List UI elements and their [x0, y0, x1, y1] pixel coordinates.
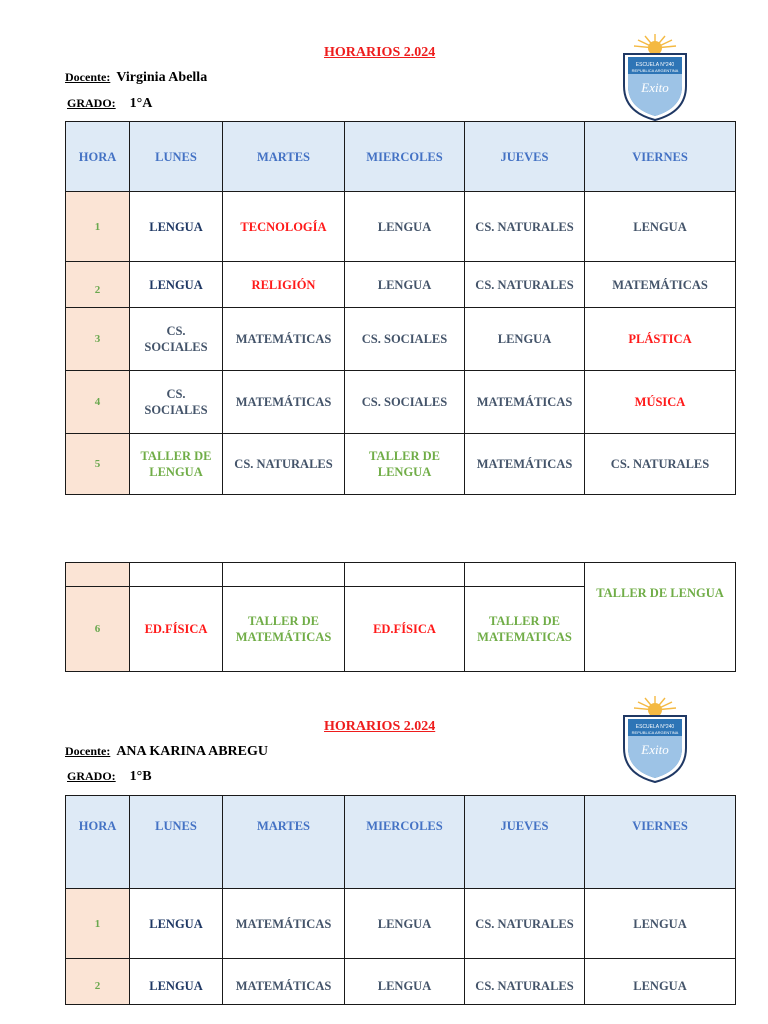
table-cell: LENGUA: [345, 262, 465, 308]
col-header-jueves: JUEVES: [465, 796, 585, 889]
crest-line1: ESCUELA N°240: [635, 62, 675, 68]
table-row: [66, 192, 736, 262]
col-header-lunes: LUNES: [130, 796, 223, 889]
table-cell: CS. NATURALES: [465, 192, 585, 262]
table-cell: CS. SOCIALES: [130, 371, 223, 434]
table-row: [66, 889, 736, 959]
table-cell: MATEMÁTICAS: [223, 371, 345, 434]
table-cell: LENGUA: [465, 308, 585, 371]
table-cell: [223, 563, 345, 587]
table-cell: LENGUA: [130, 959, 223, 1005]
grado-label: GRADO:: [67, 96, 116, 110]
grado-row-a: [67, 96, 152, 112]
crest-line2: REPUBLICA ARGENTINA: [631, 730, 679, 735]
grado-row-b: [67, 769, 152, 785]
table-row: [66, 262, 736, 308]
table-cell: [345, 563, 465, 587]
table-cell: LENGUA: [345, 192, 465, 262]
table-cell: LENGUA: [345, 959, 465, 1005]
docente-label: Docente:: [65, 70, 111, 84]
col-header-viernes: VIERNES: [585, 796, 736, 889]
table-cell: MATEMÁTICAS: [465, 434, 585, 495]
table-cell: CS. SOCIALES: [130, 308, 223, 371]
table-cell: CS. NATURALES: [465, 889, 585, 959]
hour-cell: 3: [66, 308, 130, 371]
table-cell: LENGUA: [585, 192, 736, 262]
hour-cell: 4: [66, 371, 130, 434]
col-header-martes: MARTES: [223, 796, 345, 889]
table-cell: LENGUA: [130, 262, 223, 308]
header-row: [66, 796, 736, 889]
table-cell: CS. NATURALES: [465, 959, 585, 1005]
col-header-miercoles: MIERCOLES: [345, 122, 465, 192]
table-row: [66, 563, 736, 587]
table-cell: ED.FÍSICA: [345, 587, 465, 672]
table-cell: LENGUA: [585, 889, 736, 959]
page-title-b: HORARIOS 2.024: [324, 719, 436, 734]
hour-cell: 6: [66, 587, 130, 672]
table-cell: CS. SOCIALES: [345, 371, 465, 434]
col-header-miercoles: MIERCOLES: [345, 796, 465, 889]
docente-row-a: [65, 70, 207, 86]
grado-label: GRADO:: [67, 769, 116, 783]
header-row: [66, 122, 736, 192]
table-cell: [465, 563, 585, 587]
table-cell: MÚSICA: [585, 371, 736, 434]
table-cell: CS. NATURALES: [223, 434, 345, 495]
table-cell: TALLER DE MATEMATICAS: [465, 587, 585, 672]
table-cell: LENGUA: [130, 889, 223, 959]
table-cell: PLÁSTICA: [585, 308, 736, 371]
col-header-hora: HORA: [66, 796, 130, 889]
table-cell: TALLER DE LENGUA: [130, 434, 223, 495]
col-header-lunes: LUNES: [130, 122, 223, 192]
table-cell: TECNOLOGÍA: [223, 192, 345, 262]
table-cell: CS. NATURALES: [585, 434, 736, 495]
table-row: [66, 434, 736, 495]
school-crest-icon: [618, 696, 692, 784]
table-row: [66, 308, 736, 371]
table-cell: TALLER DE LENGUA: [585, 563, 736, 672]
hour-cell: 2: [66, 262, 130, 308]
crest-line2: REPUBLICA ARGENTINA: [631, 68, 679, 73]
crest-script: Exito: [641, 80, 669, 95]
table-cell: TALLER DE LENGUA: [345, 434, 465, 495]
hour-cell: 5: [66, 434, 130, 495]
hour-cell: 2: [66, 959, 130, 1005]
crest-line1: ESCUELA N°240: [635, 724, 675, 730]
school-crest-icon: [618, 34, 692, 122]
table-cell: ED.FÍSICA: [130, 587, 223, 672]
table-cell: LENGUA: [345, 889, 465, 959]
docente-label: Docente:: [65, 744, 111, 758]
table-row: [66, 959, 736, 1005]
schedule-table-b: [65, 795, 736, 1005]
col-header-hora: HORA: [66, 122, 130, 192]
table-cell: MATEMÁTICAS: [465, 371, 585, 434]
table-cell: CS. NATURALES: [465, 262, 585, 308]
table-cell: MATEMÁTICAS: [223, 308, 345, 371]
table-row: [66, 371, 736, 434]
hour-cell: 1: [66, 192, 130, 262]
hour-cell: 1: [66, 889, 130, 959]
table-cell: MATEMÁTICAS: [585, 262, 736, 308]
table-cell: LENGUA: [130, 192, 223, 262]
table-cell: MATEMÁTICAS: [223, 889, 345, 959]
hour-cell: [66, 563, 130, 587]
table-cell: LENGUA: [585, 959, 736, 1005]
docente-name: Virginia Abella: [116, 70, 208, 85]
table-cell: TALLER DE MATEMÁTICAS: [223, 587, 345, 672]
table-cell: CS. SOCIALES: [345, 308, 465, 371]
table-cell: RELIGIÓN: [223, 262, 345, 308]
table-cell: MATEMÁTICAS: [223, 959, 345, 1005]
crest-script: Exito: [641, 742, 669, 757]
col-header-jueves: JUEVES: [465, 122, 585, 192]
col-header-viernes: VIERNES: [585, 122, 736, 192]
docente-row-b: [65, 744, 268, 760]
grado-value: 1°A: [129, 96, 153, 111]
col-header-martes: MARTES: [223, 122, 345, 192]
table-cell: [130, 563, 223, 587]
schedule-table-a: [65, 121, 736, 495]
schedule-table-a-continued: [65, 562, 736, 672]
docente-name: ANA KARINA ABREGU: [116, 744, 269, 759]
page-title-a: HORARIOS 2.024: [324, 45, 436, 60]
grado-value: 1°B: [129, 769, 152, 784]
